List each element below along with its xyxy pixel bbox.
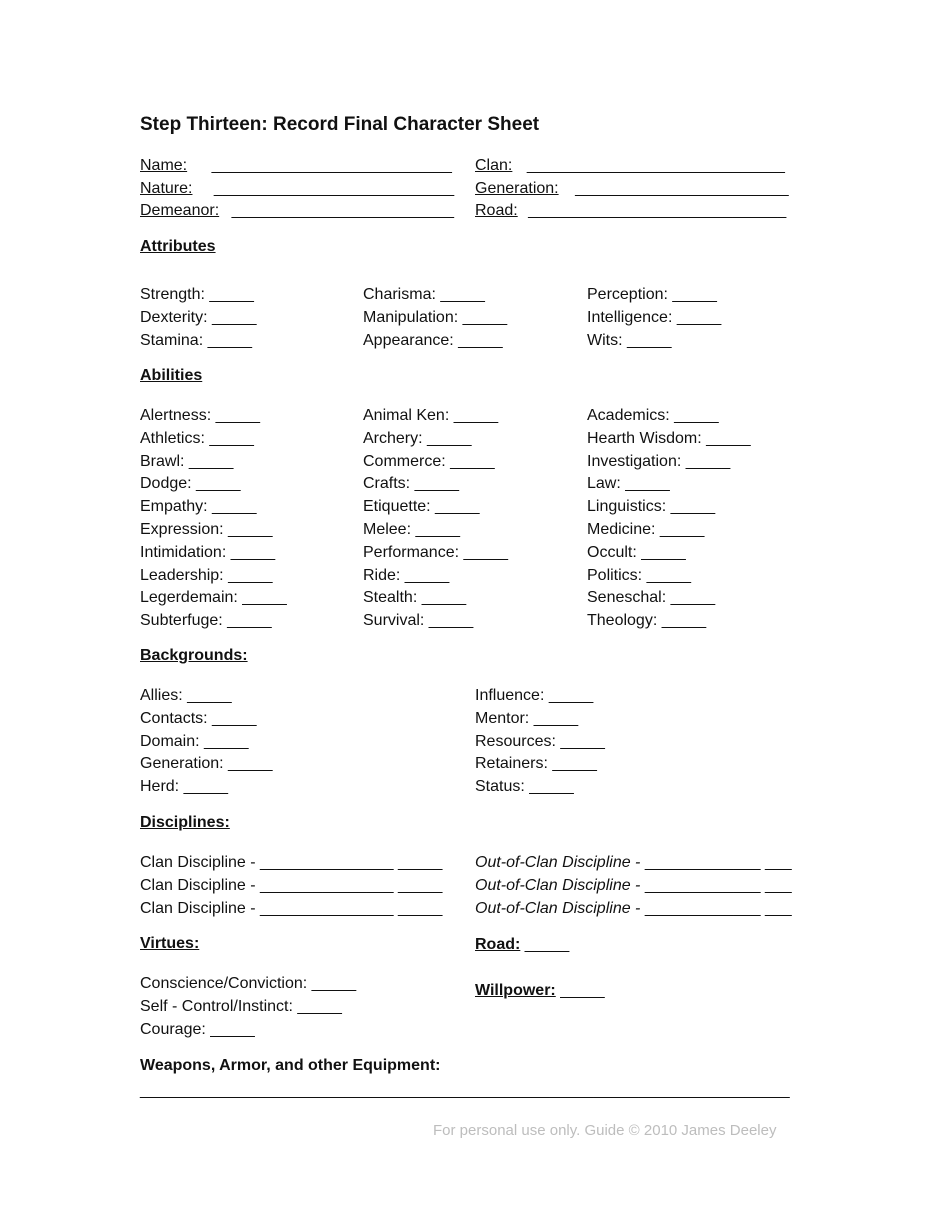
out-of-clan-blank[interactable]: _____________ ___ <box>640 899 792 917</box>
ability-item[interactable]: Performance: _____ <box>363 543 508 561</box>
name-blank[interactable]: ___________________________ <box>211 157 452 174</box>
background-item[interactable]: Herd: _____ <box>140 778 229 796</box>
ability-item[interactable]: Etiquette: _____ <box>363 498 480 516</box>
willpower-blank[interactable]: _____ <box>555 982 605 999</box>
ability-item[interactable]: Politics: _____ <box>587 566 692 584</box>
out-of-clan-disciplines <box>475 852 792 920</box>
ability-item[interactable]: Brawl: _____ <box>140 452 234 470</box>
generation-label: Generation: <box>475 180 559 197</box>
virtue-item[interactable]: Conscience/Conviction: _____ <box>140 975 357 992</box>
ability-item[interactable]: Animal Ken: _____ <box>363 407 499 424</box>
equipment-line[interactable]: _________________________________________________________________________ <box>140 1082 790 1099</box>
equipment-heading: Weapons, Armor, and other Equipment: <box>140 1057 441 1074</box>
backgrounds-col2 <box>475 685 605 799</box>
clan-discipline-item[interactable]: Clan Discipline - _______________ _____ <box>140 854 443 871</box>
willpower-row <box>475 981 605 1001</box>
copyright-footer: For personal use only. Guide © 2010 James Deeley <box>433 1122 777 1139</box>
attribute-item[interactable]: Manipulation: _____ <box>363 308 508 326</box>
virtues-list <box>140 973 356 1041</box>
attribute-item[interactable]: Perception: _____ <box>587 286 717 303</box>
ability-item[interactable]: Seneschal: _____ <box>587 589 716 607</box>
page-title: Step Thirteen: Record Final Character Sheet <box>140 114 540 135</box>
ability-item[interactable]: Subterfuge: _____ <box>140 612 272 630</box>
attribute-item[interactable]: Strength: _____ <box>140 286 254 303</box>
attribute-item[interactable]: Charisma: _____ <box>363 286 485 303</box>
ability-item[interactable]: Hearth Wisdom: _____ <box>587 429 751 447</box>
attribute-item[interactable]: Dexterity: _____ <box>140 308 257 326</box>
road-field-row <box>475 201 786 221</box>
attributes-col1 <box>140 284 257 352</box>
ability-item[interactable]: Empathy: _____ <box>140 498 257 516</box>
background-item[interactable]: Generation: _____ <box>140 755 273 773</box>
ability-item[interactable]: Academics: _____ <box>587 407 719 424</box>
ability-item[interactable]: Stealth: _____ <box>363 589 467 607</box>
clan-blank[interactable]: _____________________________ <box>526 157 785 174</box>
demeanor-blank[interactable]: _________________________ <box>231 202 455 219</box>
ability-item[interactable]: Linguistics: _____ <box>587 498 716 516</box>
clan-disciplines <box>140 852 442 920</box>
attribute-item[interactable]: Appearance: _____ <box>363 331 503 349</box>
nature-label: Nature: <box>140 180 193 197</box>
road-blank[interactable]: _____________________________ <box>528 202 787 219</box>
ability-item[interactable]: Leadership: _____ <box>140 566 273 584</box>
out-of-clan-label: Out-of-Clan Discipline - <box>475 876 641 894</box>
background-item[interactable]: Retainers: _____ <box>475 755 597 773</box>
nature-field-row <box>140 179 454 199</box>
virtue-item[interactable]: Courage: _____ <box>140 1020 255 1038</box>
background-item[interactable]: Contacts: _____ <box>140 709 257 727</box>
backgrounds-heading: Backgrounds: <box>140 647 248 664</box>
abilities-col2 <box>363 405 508 633</box>
attributes-col2 <box>363 284 507 352</box>
backgrounds-col1 <box>140 685 273 799</box>
ability-item[interactable]: Medicine: _____ <box>587 520 705 538</box>
out-of-clan-discipline-item[interactable] <box>475 852 792 875</box>
ability-item[interactable]: Theology: _____ <box>587 612 707 630</box>
nature-blank[interactable]: ___________________________ <box>213 180 455 197</box>
background-item[interactable]: Status: _____ <box>475 778 574 796</box>
ability-item[interactable]: Survival: _____ <box>363 612 474 630</box>
ability-item[interactable]: Intimidation: _____ <box>140 543 276 561</box>
virtues-heading: Virtues: <box>140 935 200 952</box>
ability-item[interactable]: Archery: _____ <box>363 429 472 447</box>
road-label: Road: <box>475 202 518 219</box>
background-item[interactable]: Allies: _____ <box>140 687 232 704</box>
abilities-col3 <box>587 405 751 633</box>
out-of-clan-discipline-item[interactable] <box>475 898 792 921</box>
attributes-heading: Attributes <box>140 238 216 255</box>
ability-item[interactable]: Commerce: _____ <box>363 452 495 470</box>
abilities-col1 <box>140 405 287 633</box>
demeanor-label: Demeanor: <box>140 202 220 219</box>
attribute-item[interactable]: Stamina: _____ <box>140 331 253 349</box>
road-rating-label: Road: <box>475 936 521 953</box>
out-of-clan-blank[interactable]: _____________ ___ <box>640 876 792 894</box>
out-of-clan-label: Out-of-Clan Discipline - <box>475 899 641 917</box>
abilities-heading: Abilities <box>140 367 203 384</box>
background-item[interactable]: Influence: _____ <box>475 687 594 704</box>
ability-item[interactable]: Crafts: _____ <box>363 475 460 493</box>
name-label: Name: <box>140 157 188 174</box>
generation-field-row <box>475 179 789 199</box>
attribute-item[interactable]: Wits: _____ <box>587 331 672 349</box>
road-rating-blank[interactable]: _____ <box>520 936 570 953</box>
clan-discipline-item[interactable]: Clan Discipline - _______________ _____ <box>140 899 443 917</box>
ability-item[interactable]: Law: _____ <box>587 475 670 493</box>
clan-discipline-item[interactable]: Clan Discipline - _______________ _____ <box>140 876 443 894</box>
road-rating-row <box>475 935 569 955</box>
background-item[interactable]: Resources: _____ <box>475 732 605 750</box>
ability-item[interactable]: Occult: _____ <box>587 543 686 561</box>
ability-item[interactable]: Alertness: _____ <box>140 407 261 424</box>
ability-item[interactable]: Investigation: _____ <box>587 452 731 470</box>
out-of-clan-blank[interactable]: _____________ ___ <box>640 854 792 871</box>
ability-item[interactable]: Legerdemain: _____ <box>140 589 287 607</box>
out-of-clan-label: Out-of-Clan Discipline - <box>475 854 641 871</box>
demeanor-field-row <box>140 201 454 221</box>
clan-label: Clan: <box>475 157 513 174</box>
clan-field-row <box>475 156 785 176</box>
ability-item[interactable]: Athletics: _____ <box>140 429 254 447</box>
virtue-item[interactable]: Self - Control/Instinct: _____ <box>140 997 342 1015</box>
ability-item[interactable]: Ride: _____ <box>363 566 450 584</box>
background-item[interactable]: Domain: _____ <box>140 732 249 750</box>
disciplines-heading: Disciplines: <box>140 814 230 831</box>
out-of-clan-discipline-item[interactable] <box>475 875 792 898</box>
generation-blank[interactable]: ________________________ <box>575 180 789 197</box>
name-field-row <box>140 156 452 176</box>
background-item[interactable]: Mentor: _____ <box>475 709 579 727</box>
attributes-col3 <box>587 284 721 352</box>
ability-item[interactable]: Melee: _____ <box>363 520 460 538</box>
ability-item[interactable]: Expression: _____ <box>140 520 273 538</box>
attribute-item[interactable]: Intelligence: _____ <box>587 308 722 326</box>
willpower-label: Willpower: <box>475 982 556 999</box>
ability-item[interactable]: Dodge: _____ <box>140 475 241 493</box>
